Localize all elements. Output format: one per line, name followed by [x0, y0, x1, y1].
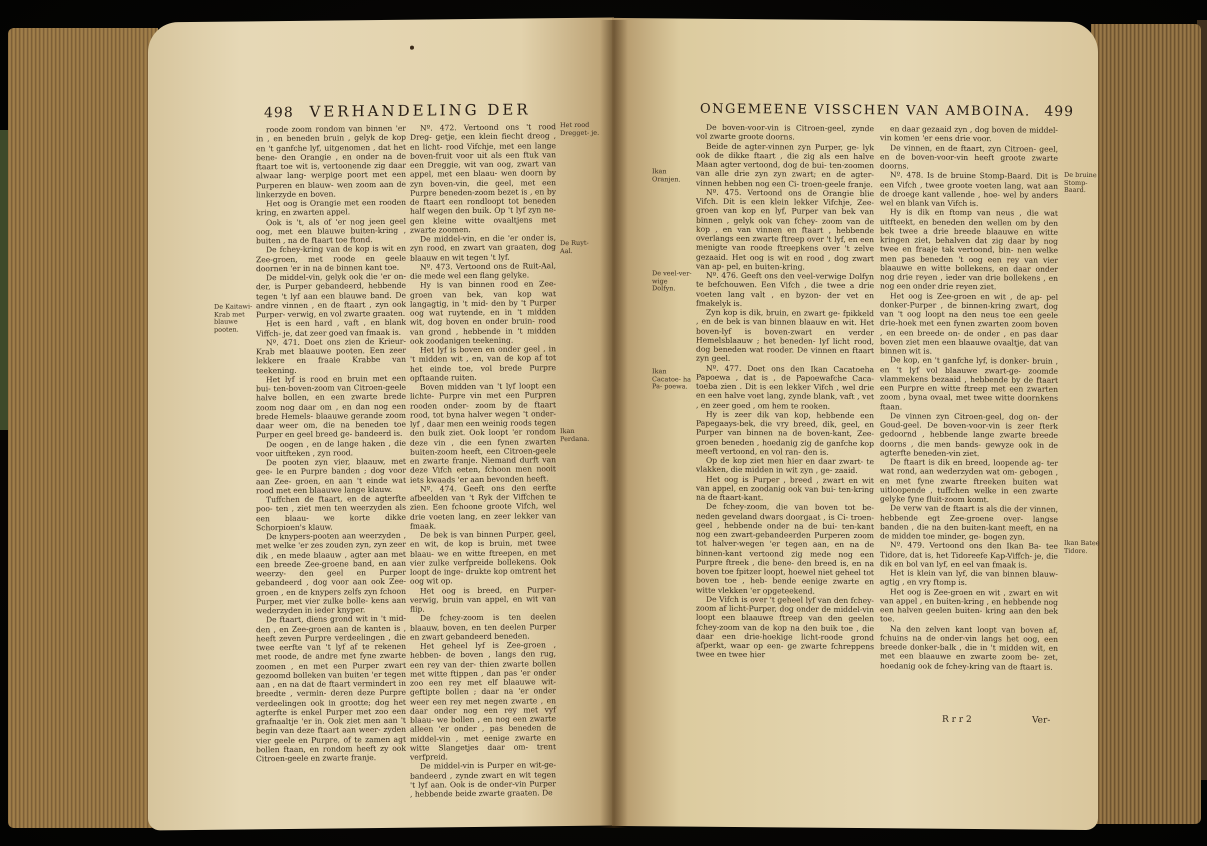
paragraph: De middel-vin, en die 'er onder is, zyn rood, en zwart van graaten, dog blaauw en wit tegen 't lyf. [410, 233, 556, 263]
paragraph: De fchey-zoom is ten deelen blaauw, boven, en ten deelen Purper en zwart gebandeerd beneden. [410, 612, 556, 642]
right-page [612, 18, 1098, 830]
margin-note-perdana: Ikan Perdana. [560, 426, 590, 443]
paragraph: Nº. 472. Vertoond ons 't rood Dreg- getje, een klein fiecht dreog , en licht- rood Vifchje, met een lange boven-fruit voor uit als een ftuk van een Dreggie, wit van oog, zwart van appel, met een blaau- wen doorn by zyn boven-vin, die geel, met een Purpre beneden-zoom bezet is , en by de ftaart een rondloopt tot beneden half wegen den buik. Op 't lyf zyn ne- gen kleine witte ovaaltjens met zwarte zoomen. [410, 122, 556, 235]
paragraph: De middel-vin is Purper en wit-ge- bandeerd , zynde zwart en wit tegen 't lyf aan. Ook is de onder-vin Purper , hebbende beide zwarte graaten. De [410, 760, 556, 799]
paragraph: De bek is van binnen Purper, geel, en wit, de kop is bruin, met twee blaau- we en witte ftreepen, en met vier zulke verfpreide bollekens. Ook loopt de inge- drukte kop omtrent het oog wit op. [410, 529, 556, 586]
right-head-title: ONGEMEENE VISSCHEN VAN AMBOINA. [700, 101, 1031, 120]
margin-note-tidore: Ikan Batee Tidore. [1064, 538, 1100, 555]
paragraph: De kop, en 't ganfche lyf, is donker- bruin , en 't lyf vol blaauwe zwart-ge- zoomde vlammekens bezaaid , hebbende by de ftaart een Purpre en witte ftreep met een zwarten zoom , byna ovaal, met twee witte doornkens ftaan. [880, 355, 1058, 411]
paragraph: De fchey-kring van de kop is wit en Zee-groen, met roode en geele doornen 'er in na de binnen kant toe. [256, 243, 406, 274]
margin-note-orangie: Ikan Oranjen. [652, 167, 681, 183]
paragraph: Nº. 478. Is de bruine Stomp-Baard. Dit is een Vifch , twee groote voeten lang, wat aan de droege kant vallende , hoe- wel by anders wel en blank van Vifch is. [880, 170, 1058, 209]
paragraph: Het oog is Zee-groen en wit , de ap- pel donker-Purper , de binnen-kring zwart, dog van 't oog loopt na den neus toe een geele drie-hoek met een fynen zwarten zoom boven , en een breede on- de onder , en pas daar boven ziet men een blaauwe ovaaltje, dat van binnen wit is. [880, 290, 1058, 356]
paragraph: Boven midden van 't lyf loopt een lichte- Purpre vin met een Purpren rooden onder- zoom by de ftaart rood, tot byna halver wegen 't onder-lyf , daar men een weinig roods tegen den buik ziet. Ook loopt 'er rondom deze vin , die een fynen zwarten buiten-zoom heeft, een Citroen-geele en zwarte franje. Niemand durft van deze Vifch eeten, fchoon men nooit iets kwaads 'er aan bevonden heeft. [410, 381, 556, 485]
paragraph: Tuffchen de ftaart, en de agterfte poo- ten , ziet men ten weerzyden als een blaau- we korte dikke Schorpioen's klauw. [256, 493, 406, 533]
paragraph: Het oog is Zee-groen en wit , zwart en wit van appel , en buiten-kring , en hebbende nog een halven geelen buiten- kring aan den bek toe. [880, 586, 1058, 624]
book-gutter [600, 20, 628, 828]
paragraph: De vinnen zyn Citroen-geel, dog on- der Goud-geel. De boven-voor-vin is zeer fterk gedoornd , hebbende lange zwarte breede doorns , die men bands- gewyze ook in de agterfte beneden-vin ziet. [880, 411, 1058, 458]
paragraph: Op de kop ziet men hier en daar zwart- te vlakken, die midden in wit zyn , ge- zaaid. [696, 455, 874, 476]
paragraph: De Vifch is over 't geheel lyf van den fchey-zoom af licht-Purper, dog onder de middel-vin loopt een blaauwe ftreep van den geelen fchey-zoom van de kop na den buik toe , die daar een drie-hoekige licht-roode grond afperkt, waar op een- ge zwarte fchreppens twee en twee hier [696, 594, 874, 660]
paragraph: Ook is 't, als of 'er nog jeen geel oog, met een blauwe buiten-kring , buiten , na de ftaart toe ftond. [256, 216, 406, 246]
paragraph: De pooten zyn vier, blaauw, met gee- le en Purpre banden ; dog voor aan Zee- groen, en aan 't einde wat rood met een blaauwe lange klauw. [256, 456, 406, 496]
paragraph: De middel-vin, gelyk ook die 'er on- der, is Purper gebandeerd, hebbende tegen 't lyf aan een blauwe band. De andre vinnen , en de ftaart , zyn ook Purper- verwig, en vol zwarte graaten. [256, 271, 406, 320]
paragraph: Nº. 471. Doet ons zien de Krieur-Krab met blaauwe pooten. Een zeer lekkere en fraaie Krabbe van teekening. [256, 336, 406, 375]
paragraph: De ftaart, diens grond wit in 't mid- den , en Zee-groen aan de kanten is , heeft zeven Purpre verdeelingen , die twee eerfte van 't lyf af te rekenen met roode, de andre met fyne zwarte zoomen , en met een Purper zwart gezoomd bolleken van buiten 'er tegen aan , en na dat de ftaart vermindert in breedte , vermin- deren deze Purpre verdeelingen ook in grootte; dog het agterfte is enkel Purper met zoo een grafnaaltje 'er in. Ook ziet men aan 't begin van deze ftaart aan weer- zyden vier geele en Purpre, of te zamen agt bollen ftaan, en rondom heeft zy ook Citroen-geele en zwarte franje. [256, 613, 406, 764]
paragraph: Het geheel lyf is Zee-groen , hebben- de boven , langs den rug, een rey van der- thien zwarte bollen met witte ftippen , dan pas 'er onder zoo een rey met elf blaauwe wit-geftipte bollen ; daar na 'er onder weer een rey met negen zwarte , en daar onder nog een rey met vyf blaau- we bollen , en nog een zwarte alleen 'er onder , pas beneden de middel-vin , met eenige zwarte en witte Slangetjes daar om- trent verfpreid. [410, 640, 556, 762]
paragraph: Hy is van binnen rood en Zee-groen van bek, van kop wat langagtig, in 't mid- den by 't Purper oog wat ruytende, en in 't midden wit, dog boven en onder bruin- rood van grond , hebbende in 't midden ook zoodanigen teekening. [410, 279, 556, 346]
margin-note-ruit-aal: De Ruyt- Aal. [560, 238, 589, 255]
left-column-1 [256, 123, 406, 764]
margin-note-dolfyn: De veel-ver- wige Dolfyn. [652, 269, 692, 293]
paragraph: Het is een hard , vaft , en blank Viffch- je, dat zeer goed van fmaak is. [256, 317, 406, 338]
right-column-1 [696, 123, 874, 715]
left-page [148, 18, 614, 831]
paragraph: Beide de agter-vinnen zyn Purper, ge- lyk ook de dikke ftaart , die zig als een halve Maan agter vertoond, dog de bui- ten-zoomen van alle drie zyn zyn zwart; en de agter-vinnen hebben nog een Ci- troen-geele franje. [696, 141, 874, 189]
paragraph: Na den zelven kant loopt van boven af, fchuins na de onder-vin langs het oog, een breede donker-balk , die in 't midden wit, en met een blaauwe en zwarte zoom be- zet, hoedanig ook de fchey-kring van de ftaart is. [880, 623, 1058, 672]
paragraph: Nº. 477. Doet ons den Ikan Cacatoeha Papoewa , dat is , de Papoewafche Caca- toeba zien . Dit is een lekker Vifch , wel drie en een halve voet lang, zynde blank, vaft , vet , en zeer goed , om hem te rooken. [696, 363, 874, 411]
left-head-title: VERHANDELING DER [309, 100, 531, 121]
paragraph: en daar gezaaid zyn , dog boven de middel- vin komen 'er eens drie voor. [880, 124, 1058, 144]
paragraph: Het oog is Orangie met een rooden kring, en zwarten appel. [256, 197, 406, 218]
right-page-number: 499 [1044, 103, 1075, 120]
paragraph: De vinnen, en de ftaart, zyn Citroen- geel, en de boven-voor-vin heeft groote zwarte doorns. [880, 142, 1058, 171]
paragraph: Nº. 476. Geeft ons den veel-verwige Dolfyn te befchouwen. Een Vifch , die twee a drie voeten lang valt , en byzon- der vet en fmakelyk is. [696, 270, 874, 308]
paragraph: Hy is dik en ftomp van neus , die wat uitfteekt, en beneden den wellen om by den bek twee a drie breede blaauwe en witte kringen ziet, behalven dat zig daar by nog twee en fraaje tak vertoond, bin- nen welke men pas beneden 't oog een rey van vier blaauwe en witte bollekens, en daar onder nog drie reyen , ieder van drie bollekens , en nog een onder drie reyen ziet. [880, 207, 1058, 292]
paragraph: Nº. 474. Geeft ons den eerfte afbeelden van 't Ryk der Viffchen te zien. Een fchoone groote Vifch, wel drie voeten lang, en zeer lekker van fmaak. [410, 482, 556, 531]
paragraph: Nº. 473. Vertoond ons de Ruit-Aal, die mede wel een flang gelyke. [410, 260, 556, 281]
paragraph: De oogen , en de lange haken , die voor uitfteken , zyn rood. [256, 438, 406, 459]
paragraph: De fchey-zoom, die van boven tot be- neden geveland dwars doorgaat , is Ci- troen-geel , hebbende onder na de bui- ten-kant nog een zwart-gebandeerden Purperen zoom tot halver-wegen 'er tegen aan, en na de binnen-kant vertoond zig mede nog een Purpre ftreek , die bene- den breed is, en na boven toe fpitzer loopt, hoewel niet geheel tot boven toe , heb- bende eenige zwarte en witte vlekken 'er opgeteekend. [696, 501, 874, 596]
paragraph: Het lyf is rood en bruin met een bui- ten-boven-zoom van Citroen-geele halve bollen, en een zwarte brede zoom nog daar om , en dan nog een brede Hemels- blaauwe gerande zoom daar weer om, die na beneden toe Purper en geel breed ge- bandeerd is. [256, 373, 406, 440]
paragraph: De knypers-pooten aan weerzyden , met welke 'er zes zouden zyn, zyn zeer dik , en mede blaauw , agter aan met een breede Zee-groene band, en aan weerzy- den geel en Purper gebandeerd , dog voor aan ook Zee-groen , en de knypers zelfs zyn fchoon Purper, met vier zulke bolle- kens aan wederzyden in ieder knyper. [256, 530, 406, 616]
left-running-head [256, 100, 531, 121]
margin-note-krieur-krab: De Kaitawi- Krab met blauwe pooten. [214, 302, 253, 334]
paragraph: De boven-voor-vin is Citroen-geel, zynde vol zwarte groote doorns. [696, 122, 874, 142]
page-edges-left [8, 28, 158, 828]
paragraph: Het lyf is boven en onder geel , in 't midden wit , en, van de kop af tot het einde toe, vol brede Purpre opftaande ruiten. [410, 344, 556, 383]
paragraph: Nº. 475. Vertoond ons de Orangie blie Vifch. Dit is een klein lekker Vifchje, Zee-groen van kop en lyf, Purper van bek van binnen , gelyk ook van fchey- zoom van de kop , en van vinnen en ftaart , hebbende overlangs een zwarte ftreep over 't lyf, en een menigte van roode ftreepkens over 't zelve gezaaid. Het oog is wit en rood , dog zwart van ap- pel, en buiten-kring. [696, 187, 874, 272]
paragraph: De verw van de ftaart is als die der vinnen, hebbende egt Zee-groene over- langse banden , die na den buiten-kant meeft, en na de midden toe minder, ge- bogen zyn. [880, 503, 1058, 542]
left-page-number: 498 [264, 104, 294, 122]
right-running-head [700, 101, 1082, 120]
paragraph: De ftaart is dik en breed, loopende ag- ter wat rond, aan wederzyden wat om- gebogen , en met fyne zwarte ftreeken buiten wat uitloopende , tuffchen welke in een zwarte gelyke fyne fluit-zoom komt. [880, 457, 1058, 505]
paragraph: Het oog is Purper , breed , zwart en wit van appel, en zoodanig ook van bui- ten-kring na de ftaart-kant. [696, 474, 874, 503]
margin-note-stomp-baard: De bruine Stomp- Baard. [1064, 170, 1097, 195]
margin-note-cacatoeha: Ikan Cacatoe- ha Pa- poewa. [652, 367, 692, 391]
left-column-2 [410, 122, 556, 799]
paragraph: Het oog is breed, en Purper-verwig, bruin van appel, en wit van flip. [410, 584, 556, 614]
paragraph: Nº. 479. Vertoond ons den Ikan Ba- tee Tidore, dat is, het Tidoreefe Kap-Viffch- je, die dik en bol van lyf, en eel van fmaak is. [880, 540, 1058, 570]
page-ornament [410, 46, 414, 50]
catchword: Ver- [1032, 715, 1051, 726]
right-column-2 [880, 124, 1058, 716]
paragraph: roode zoom rondom van binnen 'er in , en beneden bruin , gelyk de kop en 't ganfche lyf, uitgenomen , dat het bene- den Orangie , en onder na de ftaart toe wit is, vertoonende zig daar alwaar lang- werpige poort met een Purperen en blauw- wen zoom aan de linkerzyde en boven. [256, 123, 406, 200]
page-edges-right [1091, 24, 1201, 824]
paragraph: Hy is zeer dik van kop, hebbende een Papegaays-bek, die vry breed, dik, geel, en Purper van binnen na de boven-kant, Zee-groen beneden , hoedanig zig de ganfche kop meeft vertoond, en vol ran- den is. [696, 409, 874, 457]
paragraph: Het is klein van lyf, die van binnen blauw-agtig , en vry ftomp is. [880, 568, 1058, 588]
margin-note-dreggetje: Het rood Dregget- je. [560, 120, 600, 137]
paragraph: Zyn kop is dik, bruin, en zwart ge- fpikkeld , en de bek is van binnen blaauw en wit. Het boven-lyf is boven-zwart en verder Hemelsblaauw ; het beneden- lyf licht rood, dog beneden wat rooder. De vinnen en ftaart zyn geel. [696, 307, 874, 364]
signature-mark: R r r 2 [942, 714, 972, 726]
